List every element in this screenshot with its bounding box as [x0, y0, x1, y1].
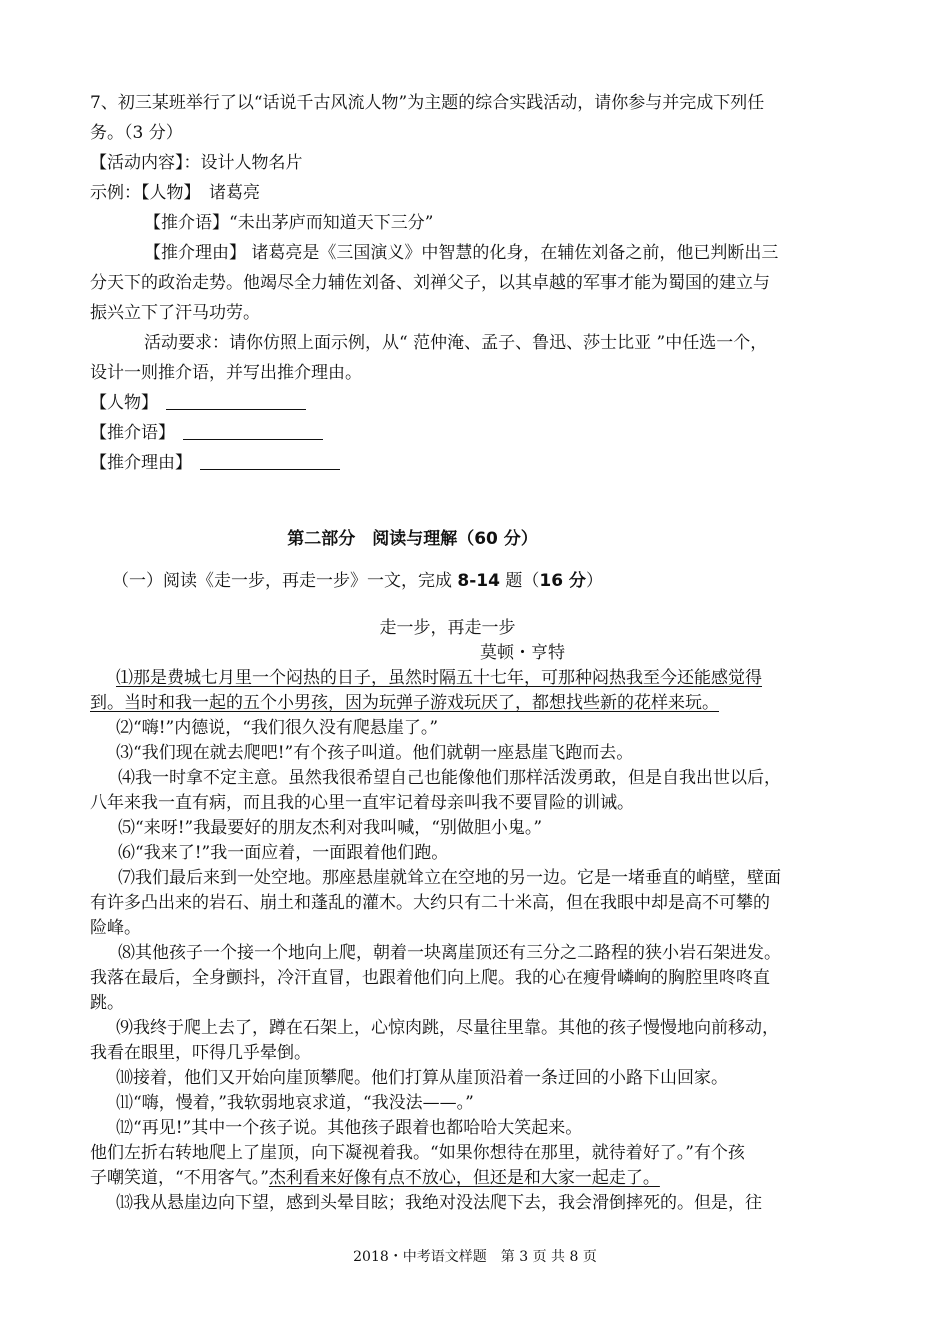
underlined-text-1a: ⑴那是费城七月里一个闷热的日子，虽然时隔五十七年，可那种闷热我至今还能感觉得: [116, 668, 762, 688]
paragraph-1-line1: [90, 666, 865, 691]
example-person: 示例：【人物】 诸葛亮: [90, 183, 260, 203]
paragraph-8-line3: 跳。: [90, 993, 124, 1013]
paragraph-7-line2: 有许多凸出来的岩石、崩土和蓬乱的灌木。大约只有二十米高，但在我眼中却是高不可攀的: [90, 893, 770, 913]
paragraph-12-line3-text: 子嘲笑道，“不用客气。”: [90, 1168, 269, 1188]
passage-author: 莫顿・亨特: [480, 643, 565, 663]
answer-blank-person[interactable]: [166, 391, 306, 410]
paragraph-12-line3: [90, 1166, 865, 1191]
paragraph-13: ⒀我从悬崖边向下望，感到头晕目眩；我绝对没法爬下去，我会滑倒摔死的。但是，往: [116, 1193, 762, 1213]
paragraph-8-line1: ⑻其他孩子一个接一个地向上爬，朝着一块离崖顶还有三分之二路程的狭小岩石架进发。: [118, 943, 781, 963]
paragraph-1-line2: [90, 691, 865, 716]
paragraph-5: ⑸“来呀!”我最要好的朋友杰利对我叫喊，“别做胆小鬼。”: [118, 818, 543, 838]
reading-intro: [90, 566, 865, 596]
q7-line1: 7、初三某班举行了以“话说千古风流人物”为主题的综合实践活动，请你参与并完成下列任: [90, 93, 765, 113]
paragraph-9-line1: ⑼我终于爬上去了，蹲在石架上，心惊肉跳，尽量往里靠。其他的孩子慢慢地向前移动，: [116, 1018, 779, 1038]
reading-intro-mid: 题（: [499, 571, 540, 591]
paragraph-12: ⑿“再见!”其中一个孩子说。其他孩子跟着也都哈哈大笑起来。: [116, 1118, 583, 1138]
example-reason-line3: 振兴立下了汗马功劳。: [90, 303, 260, 323]
requirement-line2: 设计一则推介语，并写出推介理由。: [90, 363, 362, 383]
section-title: 第二部分 阅读与理解（60 分）: [287, 529, 538, 549]
reading-intro-score: 16 分: [539, 571, 586, 591]
answer-blank-slogan[interactable]: [183, 421, 323, 440]
answer-field-reason-label: 【推介理由】: [90, 453, 192, 473]
example-reason-line2: 分天下的政治走势。他竭尽全力辅佐刘备、刘禅父子，以其卓越的军事才能为蜀国的建立与: [90, 273, 770, 293]
paragraph-6: ⑹“我来了!”我一面应着，一面跟着他们跑。: [118, 843, 449, 863]
underlined-text-12: 杰利看来好像有点不放心，但还是和大家一起走了。: [268, 1168, 660, 1188]
paragraph-3: ⑶“我们现在就去爬吧!”有个孩子叫道。他们就朝一座悬崖飞跑而去。: [116, 743, 634, 763]
reading-intro-post: ）: [585, 571, 603, 591]
paragraph-8-line2: 我落在最后，全身颤抖，冷汗直冒，也跟着他们向上爬。我的心在瘦骨嶙峋的胸腔里咚咚直: [90, 968, 770, 988]
paragraph-4-line2: 八年来我一直有病，而且我的心里一直牢记着母亲叫我不要冒险的训诫。: [90, 793, 634, 813]
underlined-text-1b: 到。当时和我一起的五个小男孩，因为玩弹子游戏玩厌了，都想找些新的花样来玩。: [90, 693, 719, 713]
page-content: [90, 88, 865, 1216]
requirement-line1: 活动要求：请你仿照上面示例，从“ 范仲淹、孟子、鲁迅、莎士比亚 ”中任选一个，: [144, 333, 768, 353]
paragraph-12-line2: 他们左折右转地爬上了崖顶，向下凝视着我。“如果你想待在那里，就待着好了。”有个孩: [90, 1143, 745, 1163]
paragraph-4-line1: ⑷我一时拿不定主意。虽然我很希望自己也能像他们那样活泼勇敢，但是自我出世以后，: [118, 768, 781, 788]
reading-intro-question-numbers: 8-14: [457, 571, 500, 591]
answer-field-slogan-label: 【推介语】: [90, 423, 175, 443]
paragraph-7-line1: ⑺我们最后来到一处空地。那座悬崖就耸立在空地的另一边。它是一堵垂直的峭壁，壁面: [118, 868, 781, 888]
example-reason-line1: 【推介理由】 诸葛亮是《三国演义》中智慧的化身，在辅佐刘备之前，他已判断出三: [144, 243, 779, 263]
reading-intro-pre: （一）阅读《走一步，再走一步》一文，完成: [112, 571, 458, 591]
activity-content: 【活动内容】：设计人物名片: [90, 153, 303, 173]
passage: [90, 616, 865, 1216]
paragraph-7-line3: 险峰。: [90, 918, 141, 938]
paragraph-2: ⑵“嗨!”内德说，“我们很久没有爬悬崖了。”: [116, 718, 439, 738]
answer-field-person: [90, 388, 865, 418]
paragraph-9-line2: 我看在眼里，吓得几乎晕倒。: [90, 1043, 311, 1063]
paragraph-10: ⑽接着，他们又开始向崖顶攀爬。他们打算从崖顶沿着一条迂回的小路下山回家。: [116, 1068, 728, 1088]
page-footer: 2018・中考语文样题 第 3 页 共 8 页: [353, 1249, 597, 1265]
passage-title: 走一步，再走一步: [379, 618, 516, 638]
example-slogan: 【推介语】“未出茅庐而知道天下三分”: [144, 213, 434, 233]
answer-field-reason: [90, 448, 865, 478]
answer-field-slogan: [90, 418, 865, 448]
paragraph-11: ⑾“嗨，慢着，”我软弱地哀求道，“我没法——。”: [116, 1093, 474, 1113]
answer-blank-reason[interactable]: [200, 451, 340, 470]
answer-field-person-label: 【人物】: [90, 393, 158, 413]
q7-line2: 务。（3 分）: [90, 123, 183, 143]
